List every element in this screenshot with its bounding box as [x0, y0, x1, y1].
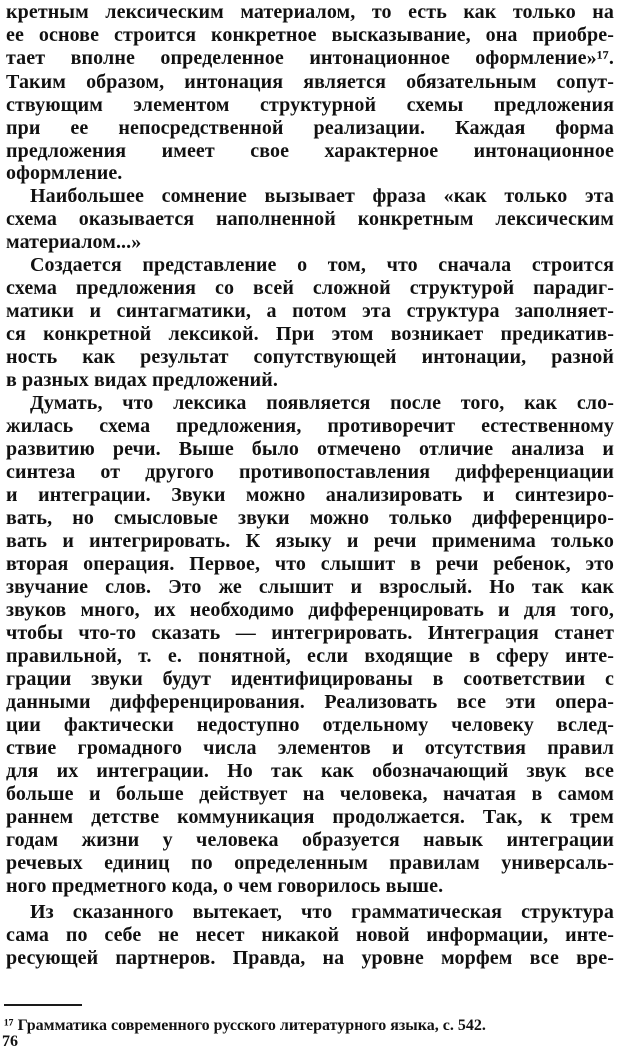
- text-line: раннем детстве коммуникация продолжается. Так, к трем: [6, 806, 614, 828]
- text-line: ного предметного кода, о чем говорилось выше.: [6, 875, 444, 897]
- text-line: Из сказанного вытекает, что грамматическая структура: [30, 901, 614, 923]
- text-line: Наибольшее сомнение вызывает фраза «как только эта: [30, 185, 614, 207]
- text-line: Создается представление о том, что сначала строится: [30, 254, 614, 276]
- text-line: вторая операция. Первое, что слышит в речи ребенок, это: [6, 553, 614, 575]
- text-line: материалом...»: [6, 231, 142, 253]
- text-line: грации звуки будут идентифицированы в соответствии с: [6, 668, 614, 690]
- text-line: звуков много, их необходимо дифференцировать и для того,: [6, 599, 614, 621]
- text-line: вать и интегрировать. К языку и речи применима только: [6, 530, 614, 552]
- text-line: ся конкретной лексикой. При этом возникает предикатив-: [6, 323, 614, 345]
- text-line: вать, но смысловые звуки можно только дифференциро-: [6, 507, 614, 529]
- text-line: ресующей партнеров. Правда, на уровне морфем все вре-: [6, 947, 614, 969]
- text-line: ее основе строится конкретное высказывание, она приобре-: [6, 24, 614, 46]
- footnote-divider: [4, 1004, 82, 1006]
- text-line: схема оказывается наполненной конкретным лексическим: [6, 208, 614, 230]
- text-line: в разных видах предложений.: [6, 369, 279, 391]
- text-line: звучание слов. Это же слышит и взрослый. Но так как: [6, 576, 614, 598]
- text-line: и интеграции. Звуки можно анализировать и синтезиро-: [6, 484, 614, 506]
- text-line: правильной, т. е. понятной, если входящие в сферу инте-: [6, 645, 614, 667]
- footnote: ¹⁷ Грамматика современного русского литературного языка, с. 542.: [4, 1017, 486, 1034]
- text-line: оформление.: [6, 162, 123, 184]
- text-line: годам жизни у человека образуется навык интеграции: [6, 829, 614, 851]
- text-line: Таким образом, интонация является обязательным сопут-: [6, 71, 614, 93]
- text-line: тает вполне определенное интонационное оформление»¹⁷.: [6, 47, 614, 69]
- text-line: сама по себе не несет никакой новой информации, инте-: [6, 924, 614, 946]
- text-line: матики и синтагматики, а потом эта структура заполняет-: [6, 300, 614, 322]
- text-line: больше и больше действует на человека, начатая в самом: [6, 783, 614, 805]
- text-line: кретным лексическим материалом, то есть как только на: [6, 1, 614, 23]
- text-line: Думать, что лексика появляется после того, как сло-: [30, 392, 614, 414]
- text-line: речевых единиц по определенным правилам универсаль-: [6, 852, 614, 874]
- text-line: для их интеграции. Но так как обозначающий звук все: [6, 760, 614, 782]
- text-line: ствие громадного числа элементов и отсутствия правил: [6, 737, 614, 759]
- text-line: чтобы что-то сказать — интегрировать. Интеграция станет: [6, 622, 614, 644]
- text-line: предложения имеет свое характерное интонационное: [6, 140, 614, 162]
- page-number: 76: [2, 1033, 18, 1050]
- text-line: синтеза от другого противопоставления дифференциации: [6, 461, 614, 483]
- text-line: развитию речи. Выше было отмечено отличие анализа и: [6, 438, 614, 460]
- text-line: данными дифференцирования. Реализовать все эти опера-: [6, 691, 614, 713]
- text-line: ции фактически недоступно отдельному человеку вслед-: [6, 714, 614, 736]
- text-line: при ее непосредственной реализации. Каждая форма: [6, 117, 614, 139]
- text-line: ствующим элементом структурной схемы предложения: [6, 94, 614, 116]
- text-line: схема предложения со всей сложной структурой парадиг-: [6, 277, 614, 299]
- text-line: ность как результат сопутствующей интонации, разной: [6, 346, 614, 368]
- text-line: жилась схема предложения, противоречит естественному: [6, 415, 614, 437]
